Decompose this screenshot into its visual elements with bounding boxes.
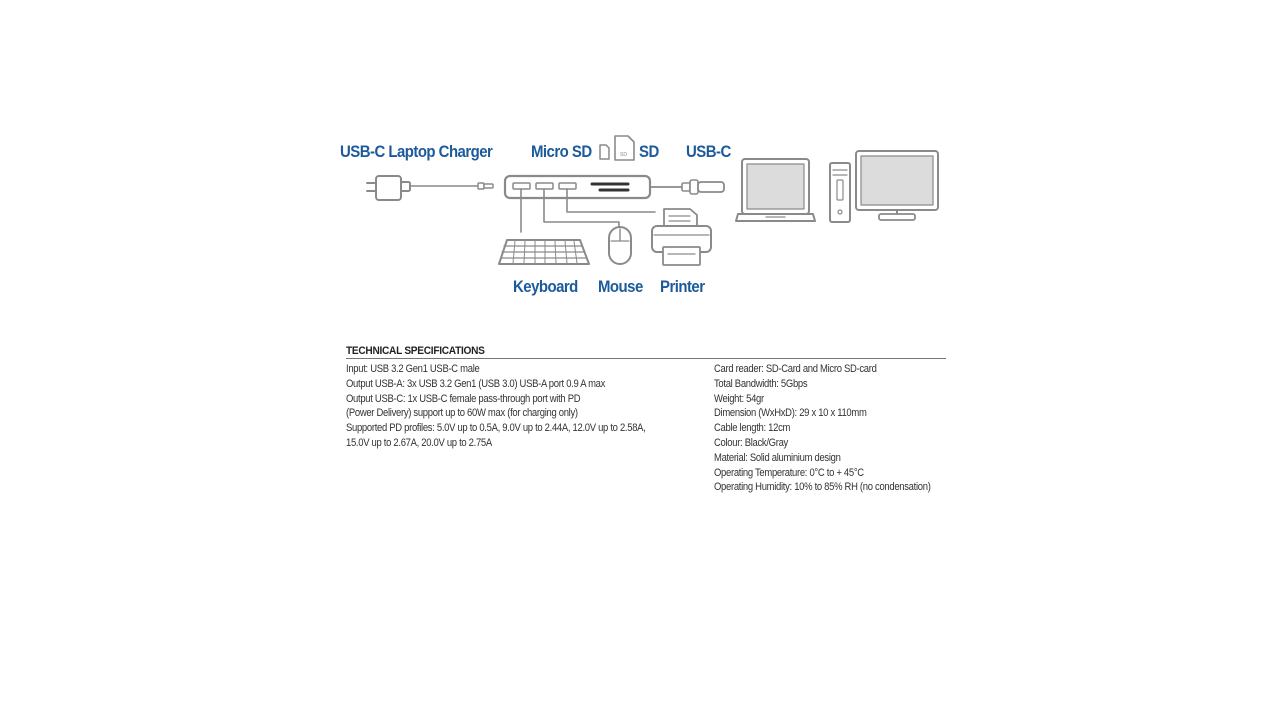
laptop-icon <box>736 159 815 221</box>
technical-specifications <box>346 345 946 494</box>
mouse-label: Mouse <box>598 277 643 296</box>
printer-icon <box>652 209 711 265</box>
spec-line: Operating Humidity: 10% to 85% RH (no condensation) <box>714 481 931 494</box>
charger-label: USB-C Laptop Charger <box>340 142 493 161</box>
monitor-icon <box>856 151 938 220</box>
spec-line: Card reader: SD-Card and Micro SD-card <box>714 363 877 375</box>
sd-card-text: SD <box>620 152 627 158</box>
micro-sd-card-icon <box>600 145 609 159</box>
spec-line: Weight: 54gr <box>714 392 764 405</box>
usb-c-label: USB-C <box>686 142 731 161</box>
usb-c-cable-icon <box>650 180 724 194</box>
spec-line: Cable length: 12cm <box>714 422 791 435</box>
charger-icon <box>367 176 493 200</box>
desktop-tower-icon <box>830 163 850 222</box>
connection-diagram <box>0 0 1280 310</box>
usb-hub-icon <box>505 176 650 198</box>
sd-label: SD <box>639 142 659 161</box>
keyboard-label: Keyboard <box>513 277 578 296</box>
spec-line: 15.0V up to 2.67A, 20.0V up to 2.75A <box>346 436 492 449</box>
spec-line: Output USB-A: 3x USB 3.2 Gen1 (USB 3.0) USB-A port 0.9 A max <box>346 377 606 390</box>
spec-line: Material: Solid aluminium design <box>714 451 841 464</box>
spec-line: Input: USB 3.2 Gen1 USB-C male <box>346 363 480 375</box>
spec-line: Dimension (WxHxD): 29 x 10 x 110mm <box>714 407 867 420</box>
specs-divider <box>346 358 946 359</box>
spec-line: Operating Temperature: 0°C to + 45°C <box>714 466 864 479</box>
spec-line: (Power Delivery) support up to 60W max (for charging only) <box>346 407 578 420</box>
mouse-icon <box>609 227 631 264</box>
spec-line: Supported PD profiles: 5.0V up to 0.5A, 9.0V up to 2.44A, 12.0V up to 2.58A, <box>346 422 646 435</box>
spec-line: Colour: Black/Gray <box>714 436 788 449</box>
spec-line: Output USB-C: 1x USB-C female pass-through port with PD <box>346 392 581 405</box>
printer-label: Printer <box>660 277 705 296</box>
spec-line: Total Bandwidth: 5Gbps <box>714 377 808 390</box>
keyboard-icon <box>499 240 589 264</box>
specs-title: TECHNICAL SPECIFICATIONS <box>346 345 485 357</box>
micro-sd-label: Micro SD <box>531 142 592 161</box>
specs-right-column <box>714 362 946 495</box>
specs-left-column <box>346 362 696 451</box>
